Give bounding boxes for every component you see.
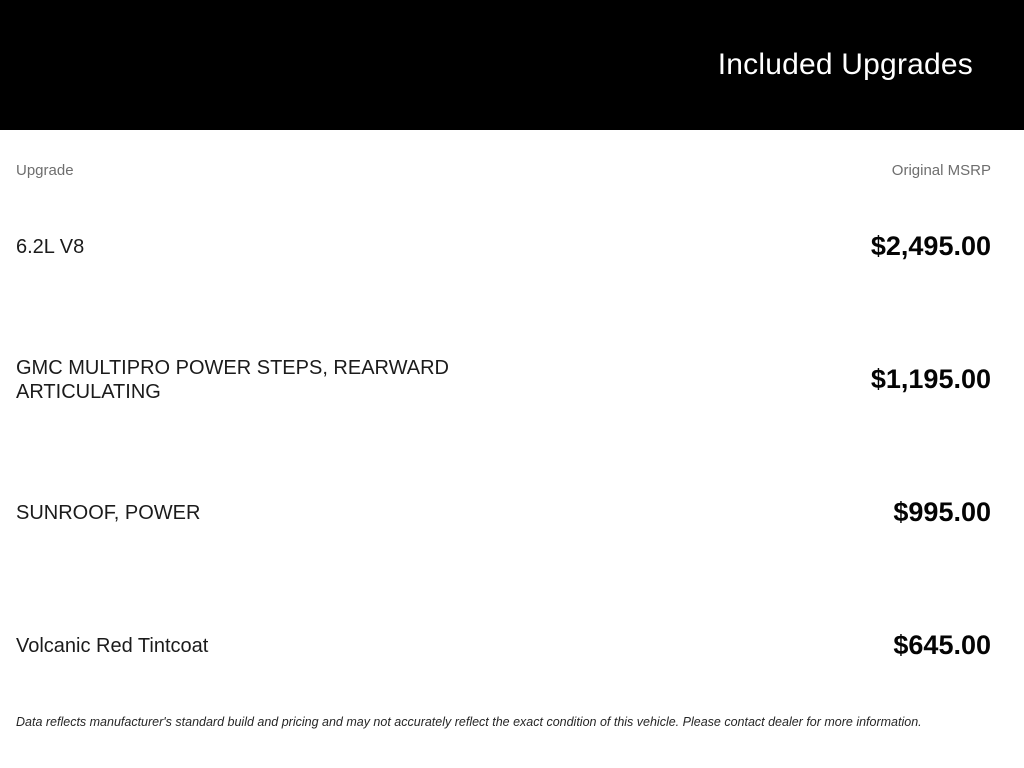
table-row	[16, 579, 991, 712]
upgrade-name: SUNROOF, POWER	[16, 501, 201, 524]
content-area	[0, 130, 1024, 730]
column-header-original-msrp: Original MSRP	[891, 162, 991, 179]
upgrade-msrp: $645.00	[893, 630, 991, 660]
page-title: Included Upgrades	[717, 48, 973, 81]
column-header-upgrade: Upgrade	[16, 162, 74, 179]
table-header-row	[16, 130, 991, 180]
upgrade-name: Volcanic Red Tintcoat	[16, 634, 209, 657]
upgrade-name: 6.2L V8	[16, 235, 85, 258]
table-row	[16, 446, 991, 579]
disclaimer-text: Data reflects manufacturer's standard build and pricing and may not accurately reflect the exact condition of this vehicle. Please contact dealer for more information.	[16, 715, 922, 729]
table-row	[16, 313, 991, 446]
upgrades-table	[16, 130, 991, 712]
table-row	[16, 180, 991, 313]
upgrade-msrp: $2,495.00	[870, 231, 991, 261]
page-header	[0, 0, 1024, 130]
upgrade-msrp: $1,195.00	[870, 364, 991, 394]
upgrade-name: GMC MULTIPRO POWER STEPS, REARWARD ARTICULATING	[16, 356, 449, 403]
upgrade-msrp: $995.00	[893, 497, 991, 527]
